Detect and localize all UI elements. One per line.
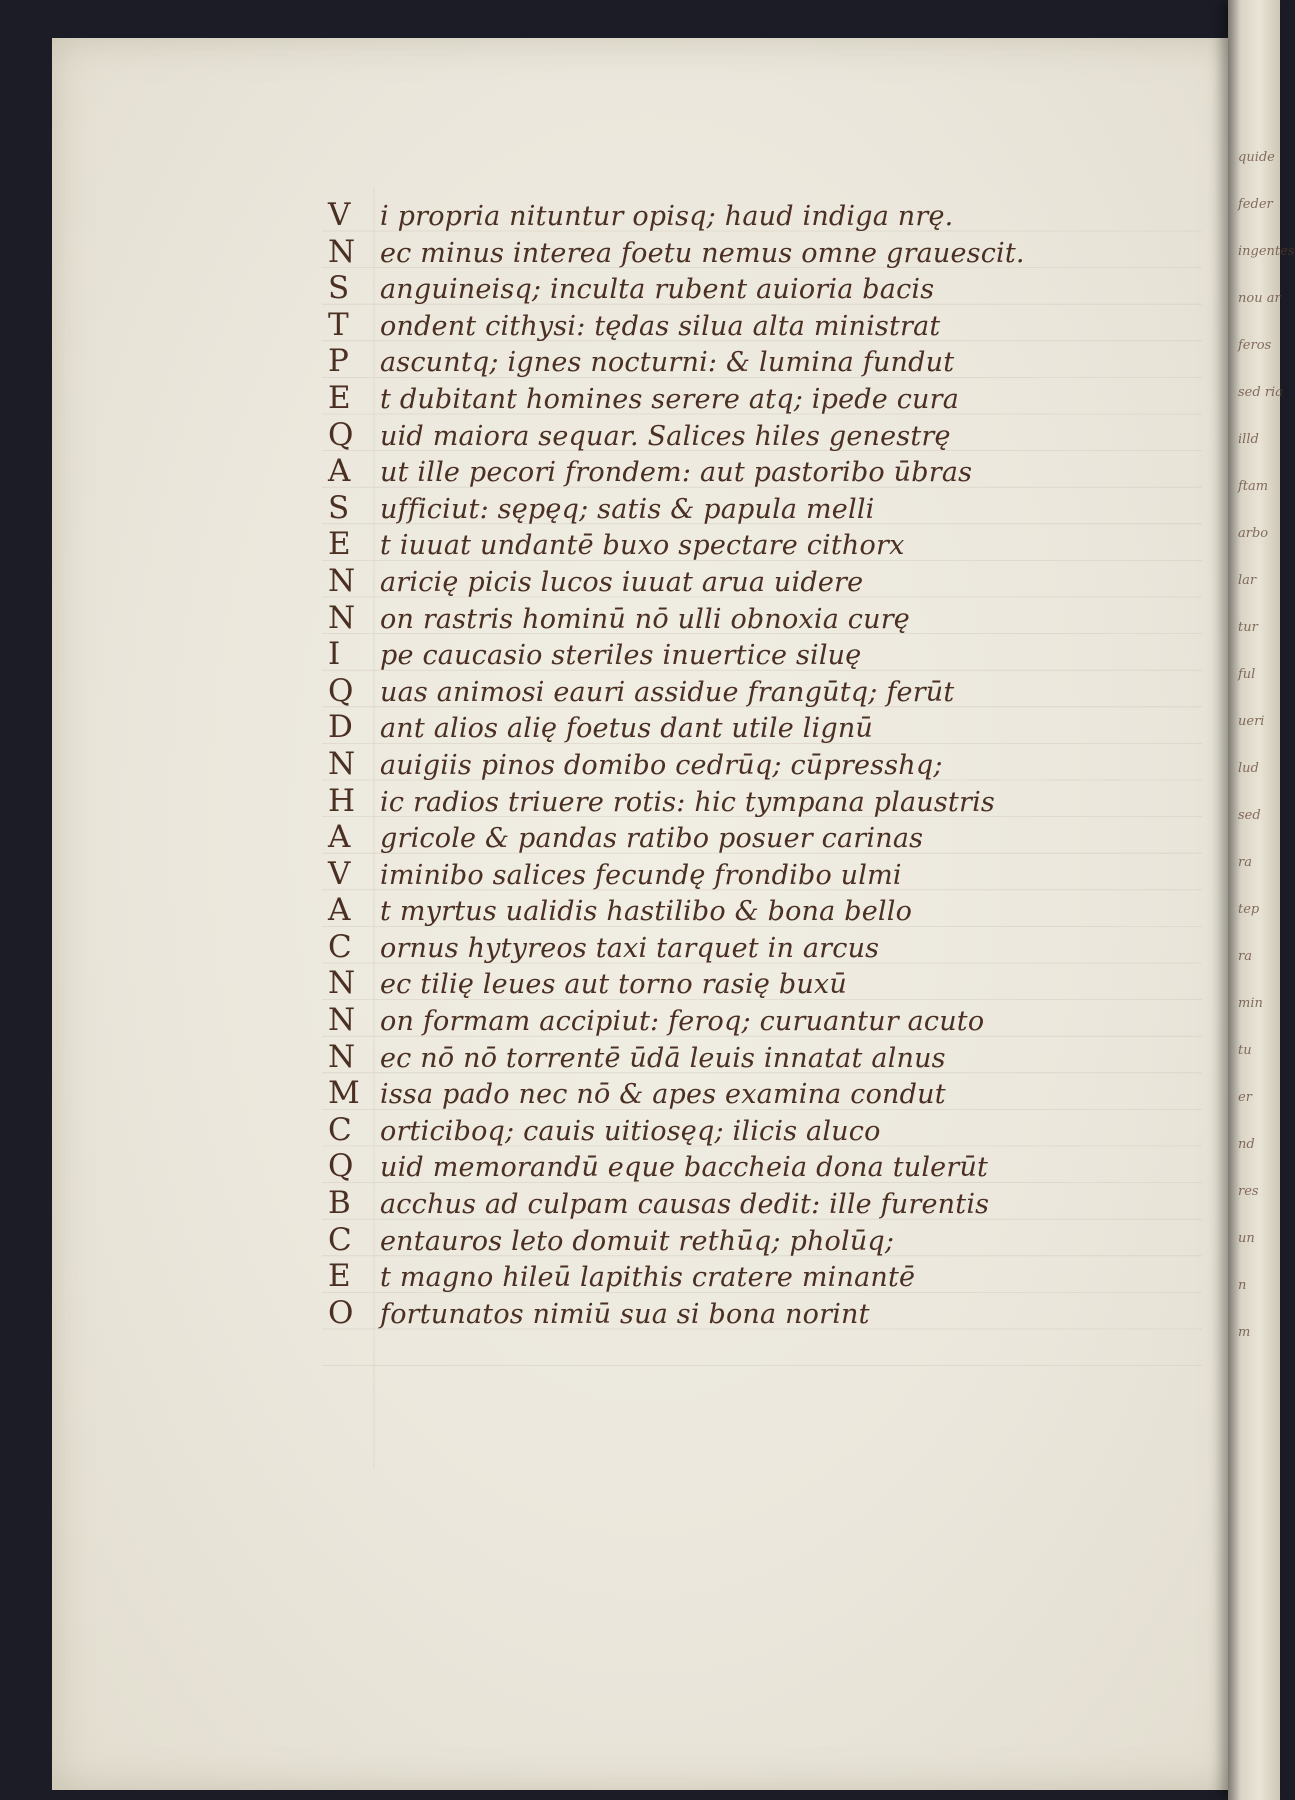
verse-initial: D xyxy=(328,709,353,746)
facing-page-fragment: ra xyxy=(1238,855,1252,870)
facing-page-fragment: feros xyxy=(1238,338,1272,353)
facing-page-fragment: nd xyxy=(1238,1137,1255,1152)
facing-page-fragment: quide xyxy=(1238,150,1275,165)
verse-line xyxy=(328,856,1208,893)
verse-initial: C xyxy=(328,928,352,965)
verse-initial: T xyxy=(328,306,349,343)
verse-text: on rastris hominū nō ulli obnoxia curę xyxy=(380,603,910,635)
facing-page-fragment: illd xyxy=(1238,432,1259,447)
verse-initial: E xyxy=(328,526,351,563)
facing-page-fragment: ueri xyxy=(1238,714,1265,729)
verse-line xyxy=(328,746,1208,783)
facing-page-fragment: ingentes xyxy=(1238,244,1295,259)
verse-text: aricię picis lucos iuuat arua uidere xyxy=(380,566,864,598)
verse-line xyxy=(328,1075,1208,1112)
verse-line xyxy=(328,307,1208,344)
verse-line xyxy=(328,892,1208,929)
verse-initial: V xyxy=(328,197,351,233)
verse-line xyxy=(328,380,1208,417)
verse-initial: O xyxy=(328,1294,354,1331)
verse-initial: I xyxy=(328,636,341,673)
facing-page-fragment: arbo xyxy=(1238,526,1269,541)
verse-initial: A xyxy=(328,453,351,490)
verse-text: anguineisq; inculta rubent auioria bacis xyxy=(380,274,935,306)
verse-initial: M xyxy=(328,1075,360,1112)
verse-text: t myrtus ualidis hastilibo & bona bello xyxy=(380,896,913,928)
verse-text: t dubitant homines serere atq; ipede cura xyxy=(380,383,960,415)
verse-text: ondent cithysi: tędas silua alta ministrat xyxy=(380,310,941,342)
facing-page-edge xyxy=(1228,0,1295,1800)
verse-line xyxy=(328,343,1208,380)
facing-page-fragment: ra xyxy=(1238,949,1252,964)
verse-text: uas animosi eauri assidue frangūtq; ferūt xyxy=(380,676,955,708)
verse-text: issa pado nec nō & apes examina condut xyxy=(380,1079,946,1111)
verse-initial: E xyxy=(328,379,351,416)
verse-line xyxy=(328,600,1208,637)
verse-text: ascuntq; ignes nocturni: & lumina fundut xyxy=(380,347,955,379)
verse-line xyxy=(328,1258,1208,1295)
verse-line xyxy=(328,819,1208,856)
verse-initial: S xyxy=(328,270,350,307)
verse-initial: N xyxy=(328,233,356,270)
verse-text: acchus ad culpam causas dedit: ille furentis xyxy=(380,1189,990,1221)
verse-line xyxy=(328,1112,1208,1149)
facing-page-fragment: un xyxy=(1238,1231,1255,1246)
verse-line xyxy=(328,234,1208,271)
verse-line xyxy=(328,783,1208,820)
facing-page-fragment: m xyxy=(1238,1325,1251,1340)
verse-initial: C xyxy=(328,1221,352,1258)
facing-page-fragment: lar xyxy=(1238,573,1257,588)
verse-text: on formam accipiut: feroq; curuantur acuto xyxy=(380,1006,985,1038)
verse-initial: V xyxy=(328,855,351,892)
verse-text: ant alios alię foetus dant utile lignū xyxy=(380,713,874,745)
verse-text: iminibo salices fecundę frondibo ulmi xyxy=(380,859,902,891)
facing-page-fragment: sed xyxy=(1238,808,1261,823)
verse-text: ec nō nō torrentē ūdā leuis innatat alnus xyxy=(380,1042,946,1074)
verse-line xyxy=(328,929,1208,966)
facing-page-fragment: tu xyxy=(1238,1043,1252,1058)
verse-text: fortunatos nimiū sua si bona norint xyxy=(380,1298,870,1330)
verse-initial: Q xyxy=(328,1148,354,1185)
verse-initial: N xyxy=(328,599,356,636)
facing-page-fragment: tep xyxy=(1238,902,1260,917)
facing-page-fragment: er xyxy=(1238,1090,1252,1105)
verse-initial: A xyxy=(328,892,351,929)
verse-line xyxy=(328,197,1208,234)
verse-initial: Q xyxy=(328,672,354,709)
verse-initial: C xyxy=(328,1111,352,1148)
verse-line xyxy=(328,417,1208,454)
verse-line xyxy=(328,636,1208,673)
facing-page-fragment: feder xyxy=(1238,197,1273,212)
verse-text: t magno hileū lapithis cratere minantē xyxy=(380,1262,916,1294)
verse-text: uid memorandū eque baccheia dona tulerūt xyxy=(380,1152,989,1184)
facing-page-fragment: n xyxy=(1238,1278,1247,1293)
verse-initial: N xyxy=(328,1038,356,1075)
verse-line xyxy=(328,1222,1208,1259)
verse-text: gricole & pandas ratibo posuer carinas xyxy=(380,823,924,855)
verse-initial: Q xyxy=(328,416,354,453)
verse-line xyxy=(328,1295,1208,1332)
verse-text: ec minus interea foetu nemus omne grauescit. xyxy=(380,237,1025,269)
verse-initial: E xyxy=(328,1258,351,1295)
verse-text: pe caucasio steriles inuertice siluę xyxy=(380,640,862,672)
verse-text: uid maiora sequar. Salices hiles genestrę xyxy=(380,420,951,452)
verse-line xyxy=(328,673,1208,710)
verse-line xyxy=(328,1148,1208,1185)
verse-initial: N xyxy=(328,562,356,599)
verse-initial: S xyxy=(328,489,350,526)
facing-page-fragment: nou ar xyxy=(1238,291,1281,306)
verse-text: orticiboq; cauis uitiosęq; ilicis aluco xyxy=(380,1115,881,1147)
verse-text: ic radios triuere rotis: hic tympana plaustris xyxy=(380,786,995,818)
facing-page-fragment: sed ria xyxy=(1238,385,1283,400)
verse-initial: N xyxy=(328,745,356,782)
facing-page-fragment: lud xyxy=(1238,761,1259,776)
verse-text: ufficiut: sępęq; satis & papula melli xyxy=(380,493,875,525)
facing-page-fragment: tur xyxy=(1238,620,1258,635)
verse-line xyxy=(328,490,1208,527)
verse-initial: H xyxy=(328,782,356,819)
verse-text: auigiis pinos domibo cedrūq; cūpresshq; xyxy=(380,749,943,781)
verse-line xyxy=(328,563,1208,600)
verse-line xyxy=(328,1002,1208,1039)
verse-initial: A xyxy=(328,819,351,856)
verse-text: ec tilię leues aut torno rasię buxū xyxy=(380,969,847,1001)
facing-page-fragment: res xyxy=(1238,1184,1259,1199)
verse-text: ornus hytyreos taxi tarquet in arcus xyxy=(380,932,880,964)
verse-line xyxy=(328,1185,1208,1222)
facing-page-fragment: min xyxy=(1238,996,1263,1011)
verse-line xyxy=(328,965,1208,1002)
verse-initial: N xyxy=(328,1002,356,1039)
verse-line xyxy=(328,270,1208,307)
verse-line xyxy=(328,453,1208,490)
verse-initial: N xyxy=(328,965,356,1002)
verse-text: i propria nituntur opisq; haud indiga nrę. xyxy=(380,201,954,232)
verse-initial: P xyxy=(328,343,349,380)
verse-text: t iuuat undantē buxo spectare cithorx xyxy=(380,530,905,562)
verse-line xyxy=(328,1039,1208,1076)
facing-page-fragment: ful xyxy=(1238,667,1256,682)
verse-initial: B xyxy=(328,1185,351,1222)
verse-line xyxy=(328,526,1208,563)
verse-block xyxy=(328,197,1208,1331)
verse-line xyxy=(328,709,1208,746)
verse-text: ut ille pecori frondem: aut pastoribo ūbras xyxy=(380,457,973,489)
verse-text: entauros leto domuit rethūq; pholūq; xyxy=(380,1225,895,1257)
facing-page-fragment: ftam xyxy=(1238,479,1269,494)
